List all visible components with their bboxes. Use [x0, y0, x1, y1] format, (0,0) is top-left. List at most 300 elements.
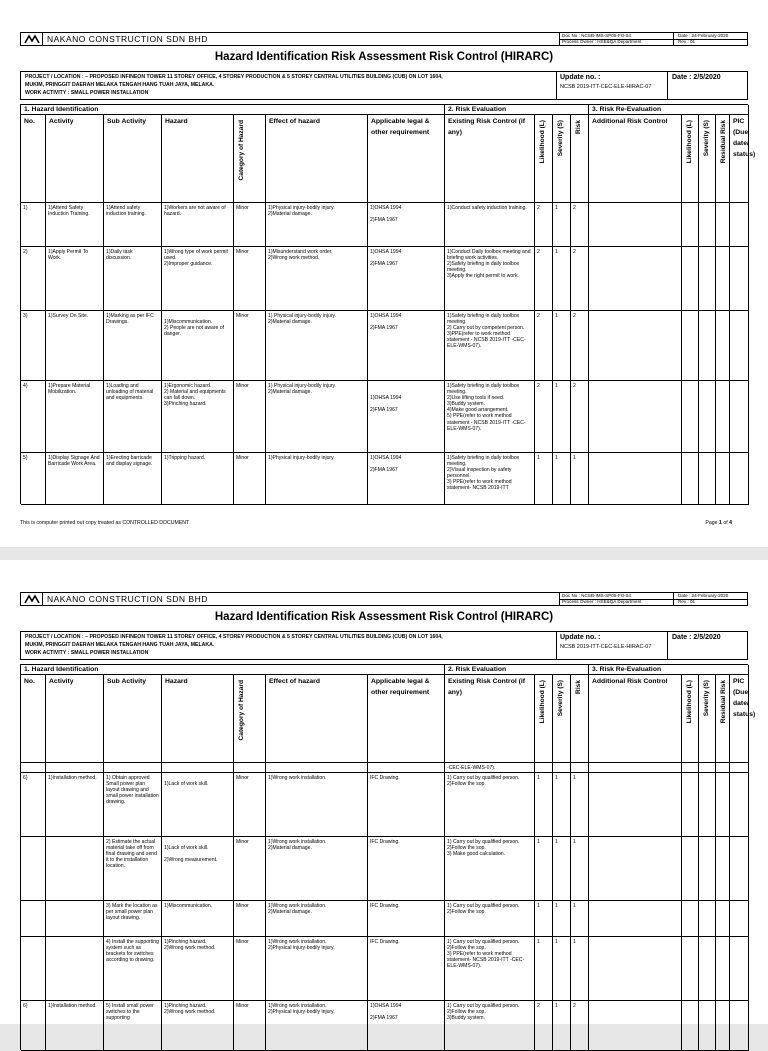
cell-l2: [682, 311, 699, 380]
cell-existing: 1) Carry out by qualified person. 2)Follow the sop. 3) PPE(refer to work method statement- NCSB 2019-ITT -CEC-ELE-WMS-07).: [445, 937, 535, 1000]
cell-hazard: 1)Pinching hazard. 2)Wrong work method.: [162, 937, 234, 1000]
cell-pic: [730, 247, 749, 310]
cell-pic: [730, 203, 749, 246]
cell-res: [716, 937, 730, 1000]
company-logo-icon: [21, 593, 43, 605]
column-header-res: [716, 115, 730, 202]
cell-effect: 1)Wrong work installation. 2)Material damage.: [266, 837, 368, 900]
cell-add: [589, 203, 682, 246]
column-header-hazard-label: Hazard: [165, 118, 188, 125]
cell-res: [716, 381, 730, 452]
company-name: NAKANO CONSTRUCTION SDN BHD: [47, 34, 208, 44]
project-text: [25, 634, 535, 657]
project-info: [20, 631, 748, 660]
column-header-res-label: Residual Risk: [720, 120, 727, 164]
cell-s: 1: [553, 901, 571, 936]
cell-legal: IFC Drawing.: [368, 837, 445, 900]
cell-existing: 1) Carry out by qualified person. 2)Follow the sop. 3)Buddy system.: [445, 1001, 535, 1050]
doc-number: Doc No : NCSB-IMS-SP05-FO-04: [562, 33, 631, 38]
cell-s2: [699, 937, 716, 1000]
cont-cell-s2: [699, 763, 716, 772]
cell-no: 1): [21, 203, 46, 246]
column-header-no-label: No.: [24, 118, 35, 125]
project-date: Date : 2/5/2020: [672, 74, 721, 81]
project-info: [20, 71, 748, 100]
cell-pic: [730, 453, 749, 504]
cell-activity: [46, 901, 104, 936]
column-header-activity: [46, 115, 104, 202]
cell-l: 2: [535, 203, 553, 246]
cell-hazard: 1)Lack of work skill.: [162, 773, 234, 836]
cell-l: 1: [535, 773, 553, 836]
column-header-existing: [445, 115, 535, 202]
update-box: [556, 632, 668, 659]
column-header-pic-label: PIC (Due date/ status): [733, 118, 756, 158]
cell-res: [716, 837, 730, 900]
cell-activity: [46, 937, 104, 1000]
column-header-l: [535, 115, 553, 202]
cell-sub: 5) Install small power switches to the supporting: [104, 1001, 162, 1050]
cell-existing: 1)Conduct safety induction training.: [445, 203, 535, 246]
column-header-add: [589, 115, 682, 202]
table-row: [21, 901, 749, 937]
cell-l2: [682, 837, 699, 900]
page-number: [705, 520, 732, 526]
cell-r: 1: [571, 937, 589, 1000]
cell-pic: [730, 311, 749, 380]
project-line-3: WORK ACTIVITY : SMALL POWER INSTALLATION: [25, 649, 149, 656]
cell-cat: Minor: [234, 837, 266, 900]
cell-legal: 1)OHSA 1994 2)FMA 1967: [368, 203, 445, 246]
cell-s: 1: [553, 837, 571, 900]
cell-l: 2: [535, 381, 553, 452]
column-header-l-label: Likelihood (L): [539, 680, 546, 724]
cell-no: 6): [21, 1001, 46, 1050]
cell-l2: [682, 453, 699, 504]
cell-r: 1: [571, 901, 589, 936]
section-hazard-identification: 1. Hazard Identification: [21, 665, 445, 674]
column-header-pic: [730, 115, 756, 202]
column-header-hazard-label: Hazard: [165, 678, 188, 685]
cell-activity: 1)Survey On Site.: [46, 311, 104, 380]
project-date: Date : 2/5/2020: [672, 634, 721, 641]
cell-r: 2: [571, 311, 589, 380]
cell-existing: 1) Carry out by qualified person. 2)Follow the sop.: [445, 901, 535, 936]
cell-effect: 1)Physical injury-bodily injury. 2)Material damage.: [266, 203, 368, 246]
cell-l: 2: [535, 311, 553, 380]
cell-s: 1: [553, 1001, 571, 1050]
document-header: [20, 32, 748, 46]
cell-r: 1: [571, 773, 589, 836]
cell-cat: Minor: [234, 773, 266, 836]
column-header-pic-label: PIC (Due date/ status): [733, 678, 756, 718]
doc-date: Date : 24-February-2020: [678, 33, 729, 38]
section-hazard-identification: 1. Hazard Identification: [21, 105, 445, 114]
cell-no: 4): [21, 381, 46, 452]
cell-s: 1: [553, 773, 571, 836]
column-header-cat-label: Category of Hazard: [238, 680, 245, 741]
cell-hazard: 1)Tripping hazard.: [162, 453, 234, 504]
update-value: NCSB 2019-ITT-CEC-ELE-HIRAC-07: [560, 644, 652, 650]
company-logo-icon: [21, 33, 43, 45]
cell-add: [589, 773, 682, 836]
column-header-add-label: Additional Risk Control: [592, 118, 668, 125]
continuation-row: [21, 763, 749, 773]
cell-sub: 3) Mark the location as per small power plan layout drawing.: [104, 901, 162, 936]
cell-add: [589, 837, 682, 900]
column-header-legal: [368, 675, 445, 762]
cell-hazard: 1)Miscommunication.: [162, 901, 234, 936]
column-header-activity-label: Activity: [49, 678, 74, 685]
cell-activity: 1)Apply Permit To Work.: [46, 247, 104, 310]
header-divider: [559, 39, 748, 40]
update-box: [556, 72, 668, 99]
cell-s: 1: [553, 381, 571, 452]
update-label: Update no. :: [560, 634, 601, 641]
cell-legal: IFC Drawing.: [368, 773, 445, 836]
cell-l2: [682, 937, 699, 1000]
cell-cat: Minor: [234, 311, 266, 380]
cell-l: 1: [535, 837, 553, 900]
cell-sub: 1)Daily task discussion.: [104, 247, 162, 310]
cont-cell-cat: [234, 763, 266, 772]
cell-existing: 1) Carry out by qualified person. 2)Follow the sop. 3) Make good calculation.: [445, 837, 535, 900]
column-header-row: [21, 675, 756, 763]
cell-l2: [682, 773, 699, 836]
cell-sub: 1)Loading and unloading of material and equipments.: [104, 381, 162, 452]
cell-cat: Minor: [234, 381, 266, 452]
column-header-r-label: Risk: [575, 680, 582, 694]
cell-cat: Minor: [234, 203, 266, 246]
cell-l: 2: [535, 1001, 553, 1050]
column-header-effect-label: Effect of hazard: [269, 118, 320, 125]
project-text: [25, 74, 535, 97]
column-header-l2: [682, 115, 699, 202]
cell-s: 1: [553, 311, 571, 380]
cell-l: 1: [535, 937, 553, 1000]
cell-legal: 1)OHSA 1994 2)FMA 1967: [368, 247, 445, 310]
cell-s2: [699, 203, 716, 246]
column-header-s-label: Severity (S): [557, 680, 564, 717]
cell-s2: [699, 837, 716, 900]
cell-sub: 1)Attend safety induction training.: [104, 203, 162, 246]
cell-hazard: 1)Ergonomic hazard. 2) Material and equipments can fall down. 3)Pinching hazard.: [162, 381, 234, 452]
column-header-s: [553, 675, 571, 762]
cell-r: 1: [571, 837, 589, 900]
cell-effect: 1)Misunderstand work order. 2)Wrong work method.: [266, 247, 368, 310]
column-header-add-label: Additional Risk Control: [592, 678, 668, 685]
cont-cell-existing: -CEC-ELE-WMS-07).: [445, 763, 535, 772]
cell-s: 1: [553, 203, 571, 246]
column-header-sub: [104, 675, 162, 762]
page-of: of: [723, 520, 728, 526]
cell-legal: 1)OHSA 1994 2)FMA 1967: [368, 311, 445, 380]
header-divider: [559, 599, 748, 600]
column-header-hazard: [162, 115, 234, 202]
column-header-s2: [699, 675, 716, 762]
table-row: [21, 381, 749, 453]
cell-cat: Minor: [234, 1001, 266, 1050]
cell-s2: [699, 381, 716, 452]
cell-sub: 1)Erecting barricade and display signage.: [104, 453, 162, 504]
column-header-sub-label: Sub Activity: [107, 118, 147, 125]
cont-cell-effect: [266, 763, 368, 772]
cell-l: 1: [535, 453, 553, 504]
cell-s2: [699, 901, 716, 936]
cell-pic: [730, 901, 749, 936]
cell-existing: 1)Safety briefing in daily toolbox meeting. 2)Visual inspection by safety personnel. 3) PPE(refer to work method statement- NCSB 2019-ITT: [445, 453, 535, 504]
page-prefix: Page: [705, 520, 718, 526]
cont-cell-s: [553, 763, 571, 772]
section-risk-re-evaluation: 3. Risk Re-Evaluation: [589, 665, 749, 674]
cell-cat: Minor: [234, 901, 266, 936]
doc-rev: Rev : 01: [678, 39, 696, 44]
cell-no: 5): [21, 453, 46, 504]
hirarc-table: [20, 104, 756, 504]
cell-pic: [730, 837, 749, 900]
column-header-l2: [682, 675, 699, 762]
table-row: [21, 773, 749, 837]
cell-effect: 1)Physical injury-bodily injury.: [266, 453, 368, 504]
project-line-2: MUKIM, PRINGGIT DAERAH MELAKA TENGAH HANG TUAH JAYA, MELAKA.: [25, 641, 215, 648]
cont-cell-sub: [104, 763, 162, 772]
cell-legal: 1)OHSA 1994 2)FMA 1967: [368, 453, 445, 504]
cell-hazard: 1)Pinching hazard. 2)Wrong work method.: [162, 1001, 234, 1050]
cell-activity: 1)Prepare Material Mobilization.: [46, 381, 104, 452]
section-risk-evaluation: 2. Risk Evaluation: [445, 665, 589, 674]
cell-add: [589, 311, 682, 380]
cell-effect: 1) Physical injury-bodily injury. 2)Material damage.: [266, 311, 368, 380]
cell-existing: 1)Safety briefing in daily toolbox meeting. 2) Carry out by competent person. 3)PPE(refer to work method statement - NCSB 2019-ITT -CEC-ELE-WMS-07).: [445, 311, 535, 380]
column-header-l2-label: Likelihood (L): [686, 680, 693, 724]
table-row: [21, 247, 749, 311]
cell-effect: 1)Wrong work installation. 2)Material damage.: [266, 901, 368, 936]
column-header-sub: [104, 115, 162, 202]
cell-no: 2): [21, 247, 46, 310]
column-header-s: [553, 115, 571, 202]
cell-s2: [699, 1001, 716, 1050]
column-header-s2: [699, 115, 716, 202]
cell-no: [21, 901, 46, 936]
cell-cat: Minor: [234, 247, 266, 310]
column-header-effect: [266, 115, 368, 202]
column-header-pic: [730, 675, 756, 762]
cell-sub: 1)Marking as per IFC Drawings.: [104, 311, 162, 380]
cell-res: [716, 311, 730, 380]
section-risk-re-evaluation: 3. Risk Re-Evaluation: [589, 105, 749, 114]
cell-hazard: 1)Wrong type of work permit used. 2)Improper guidance.: [162, 247, 234, 310]
column-header-l: [535, 675, 553, 762]
section-risk-evaluation: 2. Risk Evaluation: [445, 105, 589, 114]
cell-r: 2: [571, 381, 589, 452]
cell-legal: IFC Drawing.: [368, 901, 445, 936]
footer-note: This is computer printed out copy treated as CONTROLLED DOCUMENT: [20, 520, 190, 526]
cell-add: [589, 381, 682, 452]
cell-add: [589, 937, 682, 1000]
column-header-cat: [234, 115, 266, 202]
cell-s: 1: [553, 937, 571, 1000]
cell-cat: Minor: [234, 453, 266, 504]
table-row: [21, 937, 749, 1001]
cell-legal: 1)OHSA 1994 2)FMA 1967: [368, 1001, 445, 1050]
cell-l: 2: [535, 247, 553, 310]
cell-legal: 1)OHSA 1994 2)FMA 1967: [368, 381, 445, 452]
update-label: Update no. :: [560, 74, 601, 81]
cell-s2: [699, 453, 716, 504]
cell-res: [716, 203, 730, 246]
cell-add: [589, 247, 682, 310]
column-header-r: [571, 115, 589, 202]
cell-existing: 1) Carry out by qualified person. 2)Follow the sop.: [445, 773, 535, 836]
cell-legal: IFC Drawing.: [368, 937, 445, 1000]
cell-effect: 1)Wrong work installation. 2)Physical injury-bodily injury.: [266, 937, 368, 1000]
column-header-r: [571, 675, 589, 762]
cell-hazard: 1)Miscommunication. 2) People are not aware of danger.: [162, 311, 234, 380]
column-header-existing-label: Existing Risk Control (if any): [448, 118, 526, 136]
cell-effect: 1)Wrong work installation. 2)Physical injury-bodily injury.: [266, 1001, 368, 1050]
cell-pic: [730, 773, 749, 836]
column-header-s2-label: Severity (S): [703, 120, 710, 157]
column-header-legal-label: Applicable legal & other requirement: [371, 678, 430, 696]
section-header-row: [21, 105, 749, 115]
cont-cell-r: [571, 763, 589, 772]
project-line-2: MUKIM, PRINGGIT DAERAH MELAKA TENGAH HANG TUAH JAYA, MELAKA.: [25, 81, 215, 88]
cell-sub: 1) Obtain approved Small power plan layout drawing and small power installation drawing.: [104, 773, 162, 836]
cell-r: 2: [571, 247, 589, 310]
cell-pic: [730, 381, 749, 452]
cell-no: 6): [21, 773, 46, 836]
table-row: [21, 203, 749, 247]
column-header-l2-label: Likelihood (L): [686, 120, 693, 164]
cont-cell-legal: [368, 763, 445, 772]
cell-r: 1: [571, 453, 589, 504]
cont-cell-activity: [46, 763, 104, 772]
cell-s: 1: [553, 247, 571, 310]
cell-l2: [682, 901, 699, 936]
doc-rev: Rev : 01: [678, 599, 696, 604]
cont-cell-add: [589, 763, 682, 772]
cell-s2: [699, 773, 716, 836]
hirarc-table: [20, 664, 756, 1050]
cell-add: [589, 901, 682, 936]
column-header-legal-label: Applicable legal & other requirement: [371, 118, 430, 136]
column-header-cat: [234, 675, 266, 762]
cell-r: 2: [571, 1001, 589, 1050]
column-header-no: [21, 115, 46, 202]
table-row: [21, 1001, 749, 1051]
column-header-activity-label: Activity: [49, 118, 74, 125]
cell-sub: 4) Install the supporting system such as brackets for switches according to drawing.: [104, 937, 162, 1000]
cell-pic: [730, 1001, 749, 1050]
cell-no: [21, 937, 46, 1000]
cont-cell-hazard: [162, 763, 234, 772]
cell-res: [716, 247, 730, 310]
cell-no: 3): [21, 311, 46, 380]
cell-effect: 1) Physical injury-bodily injury. 2)Material damage.: [266, 381, 368, 452]
column-header-cat-label: Category of Hazard: [238, 120, 245, 181]
cont-cell-pic: [730, 763, 749, 772]
cell-add: [589, 453, 682, 504]
cell-effect: 1)Wrong work installation.: [266, 773, 368, 836]
cell-sub: 2) Estimate the actual material take off from final drawing and send it to the installation location.: [104, 837, 162, 900]
column-header-no-label: No.: [24, 678, 35, 685]
cell-l2: [682, 247, 699, 310]
cell-add: [589, 1001, 682, 1050]
cell-hazard: 1)Lack of work skill. 2)Wrong measurement.: [162, 837, 234, 900]
document-header: [20, 592, 748, 606]
cell-l2: [682, 1001, 699, 1050]
column-header-sub-label: Sub Activity: [107, 678, 147, 685]
document-title: Hazard Identification Risk Assessment Risk Control (HIRARC): [214, 611, 554, 623]
cell-no: [21, 837, 46, 900]
cell-pic: [730, 937, 749, 1000]
section-header-row: [21, 665, 749, 675]
cell-activity: 1)Installation method.: [46, 773, 104, 836]
document-page-2: [0, 560, 768, 1024]
page-total: 4: [729, 520, 732, 526]
cell-activity: 1)Attend Safety Induction Training.: [46, 203, 104, 246]
cell-l2: [682, 203, 699, 246]
cell-activity: 1)Display Signage And Barricade Work Area.: [46, 453, 104, 504]
column-header-existing: [445, 675, 535, 762]
project-line-1: PROJECT / LOCATION : – PROPOSED INFINEON TOWER 11 STOREY OFFICE, 4 STOREY PRODUCTION & 5 STOREY CENTRAL UTILITIES BUILDING (CUB) ON LOT 1604,: [25, 634, 443, 640]
project-line-1: PROJECT / LOCATION : – PROPOSED INFINEON TOWER 11 STOREY OFFICE, 4 STOREY PRODUCTION & 5 STOREY CENTRAL UTILITIES BUILDING (CUB) ON LOT 1604,: [25, 74, 443, 80]
process-owner: Process Owner : HSE&QA Department: [562, 39, 642, 44]
cell-existing: 1)Conduct Daily toolbox meeting and briefing work activities. 2)Safety briefing in daily toolbox meeting. 3)Apply the right permit to work.: [445, 247, 535, 310]
column-header-add: [589, 675, 682, 762]
column-header-l-label: Likelihood (L): [539, 120, 546, 164]
company-name: NAKANO CONSTRUCTION SDN BHD: [47, 594, 208, 604]
cell-s: 1: [553, 453, 571, 504]
cell-s2: [699, 311, 716, 380]
cell-cat: Minor: [234, 937, 266, 1000]
cell-hazard: 1)Workers are not aware of hazard.: [162, 203, 234, 246]
column-header-res: [716, 675, 730, 762]
column-header-no: [21, 675, 46, 762]
cont-cell-no: [21, 763, 46, 772]
column-header-s2-label: Severity (S): [703, 680, 710, 717]
update-value: NCSB 2019-ITT-CEC-ELE-HIRAC-07: [560, 84, 652, 90]
cell-existing: 1)Safety briefing in daily toolbox meeting. 2)Use lifting tools if need. 3)Buddy system. 4)Make good arrangement. 5) PPE(refer to work method statement - NCSB 2019-ITT -CEC-ELE-WMS-07).: [445, 381, 535, 452]
cell-res: [716, 1001, 730, 1050]
cell-l2: [682, 381, 699, 452]
column-header-res-label: Residual Risk: [720, 680, 727, 724]
column-header-effect: [266, 675, 368, 762]
column-header-effect-label: Effect of hazard: [269, 678, 320, 685]
document-title: Hazard Identification Risk Assessment Risk Control (HIRARC): [214, 51, 554, 63]
table-row: [21, 453, 749, 505]
cell-activity: [46, 837, 104, 900]
cell-res: [716, 773, 730, 836]
cell-r: 2: [571, 203, 589, 246]
cont-cell-l: [535, 763, 553, 772]
page-current: 1: [718, 520, 722, 526]
cont-cell-res: [716, 763, 730, 772]
cell-res: [716, 453, 730, 504]
cell-s2: [699, 247, 716, 310]
column-header-row: [21, 115, 756, 203]
cell-l: 1: [535, 901, 553, 936]
cell-activity: 1)Installation method.: [46, 1001, 104, 1050]
column-header-hazard: [162, 675, 234, 762]
cont-cell-l2: [682, 763, 699, 772]
process-owner: Process Owner : HSE&QA Department: [562, 599, 642, 604]
column-header-existing-label: Existing Risk Control (if any): [448, 678, 526, 696]
column-header-activity: [46, 675, 104, 762]
column-header-legal: [368, 115, 445, 202]
table-row: [21, 311, 749, 381]
column-header-s-label: Severity (S): [557, 120, 564, 157]
